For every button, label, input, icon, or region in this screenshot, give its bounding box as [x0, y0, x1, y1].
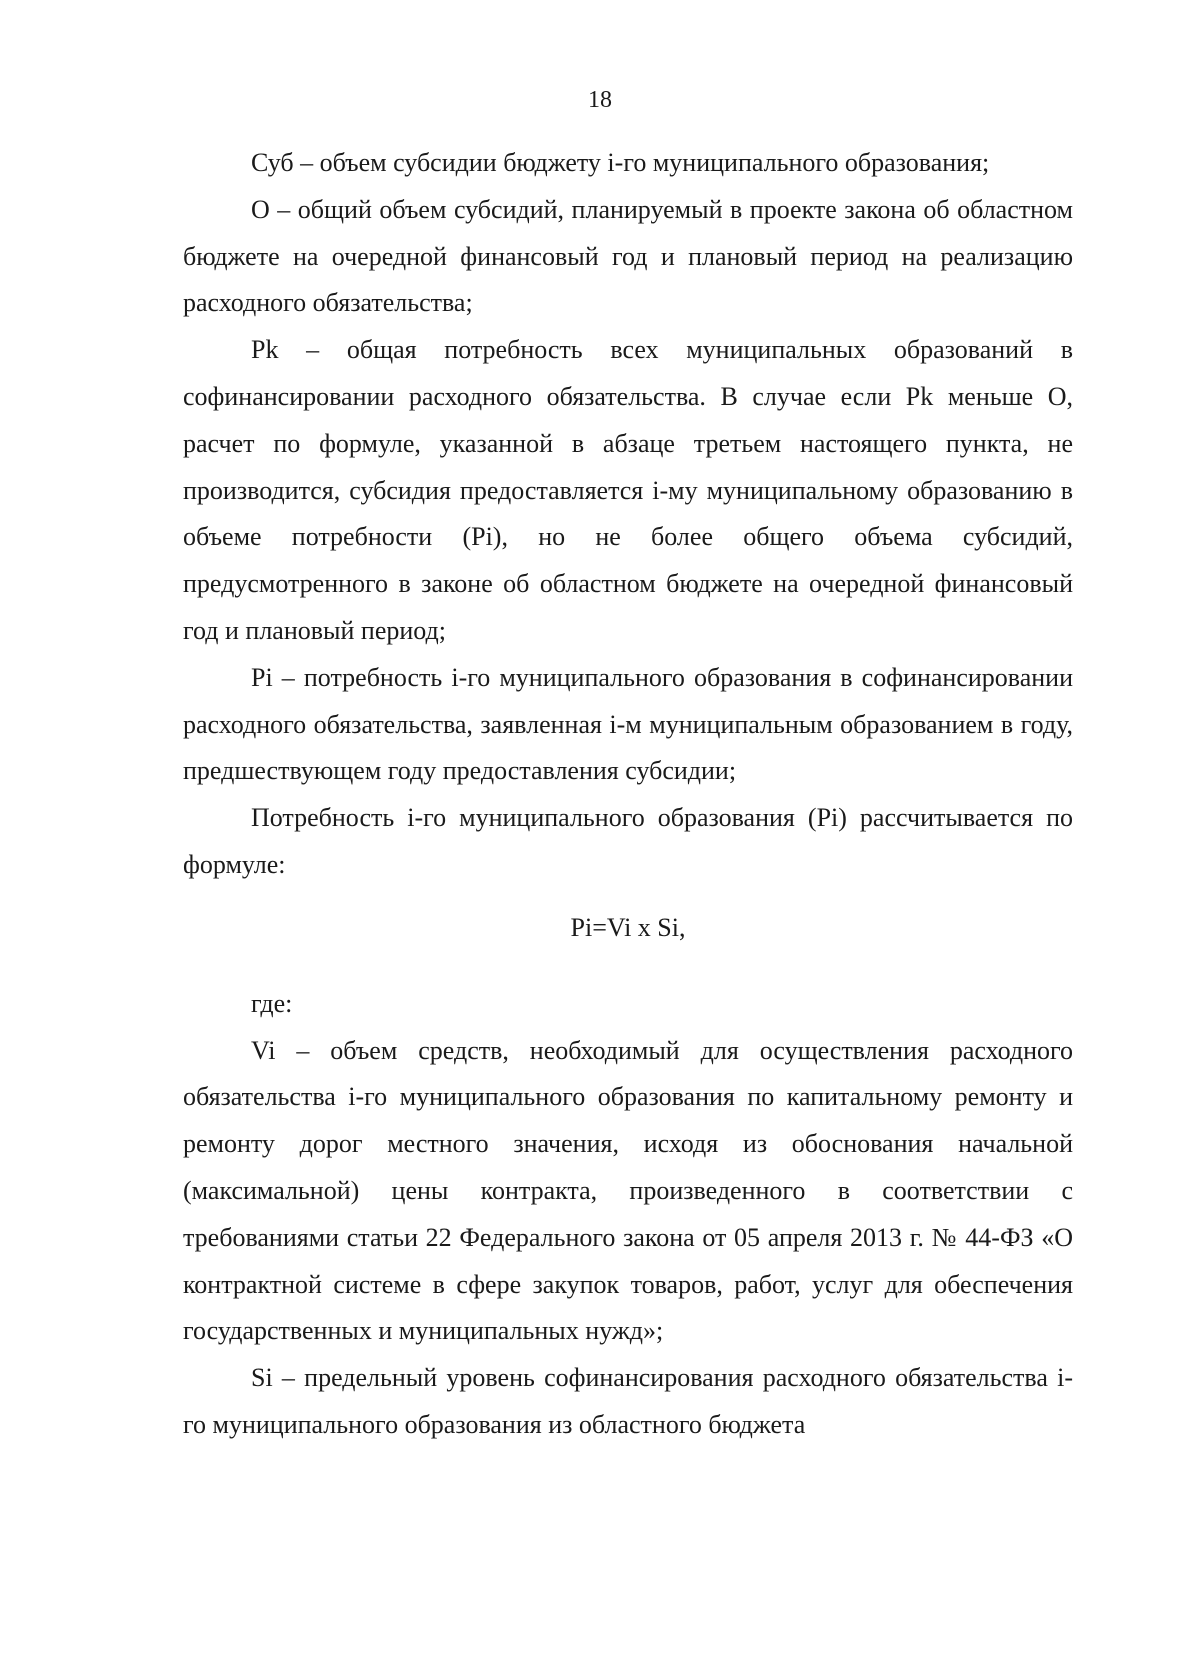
paragraph-pi-formula-intro: Потребность i-го муниципального образования (Pi) рассчитывается по формуле:: [183, 803, 1073, 879]
paragraph-sub-definition: Суб – объем субсидии бюджету i-го муниципального образования;: [251, 148, 990, 177]
document-body: [183, 140, 1073, 1449]
paragraph-vi-definition: Vi – объем средств, необходимый для осуществления расходного обязательства i-го муниципального образования по капитальному ремонту и ремонту дорог местного значения, исходя из обоснования начальной (максимальной) цены контракта, произведенного в соответствии с требованиями статьи 22 Федерального закона от 05 апреля 2013 г. № 44-ФЗ «О контрактной системе в сфере закупок товаров, работ, услуг для обеспечения государственных и муниципальных нужд»;: [183, 1035, 1073, 1346]
paragraph-si-definition: Si – предельный уровень софинансирования расходного обязательства i-го муниципального образования из областного бюджета: [183, 1363, 1073, 1439]
paragraph-pk-definition: Pk – общая потребность всех муниципальных образований в софинансировании расходного обязательства. В случае если Pk меньше О, расчет по формуле, указанной в абзаце третьем настоящего пункта, не производится, субсидия предоставляется i-му муниципальному образованию в объеме потребности (Pi), но не более общего объема субсидий, предусмотренного в законе об областном бюджете на очередной финансовый год и плановый период;: [183, 335, 1073, 645]
paragraph-pi-definition: Pi – потребность i-го муниципального образования в софинансировании расходного обязательства, заявленная i-м муниципальным образованием в году, предшествующем году предоставления субсидии;: [183, 662, 1073, 786]
where-label: где:: [251, 988, 293, 1018]
page-number: 18: [588, 87, 612, 113]
paragraph-o-definition: О – общий объем субсидий, планируемый в проекте закона об областном бюджете на очередной финансовый год и плановый период на реализацию расходного обязательства;: [183, 194, 1073, 318]
formula: Pi=Vi x Si,: [570, 912, 686, 942]
